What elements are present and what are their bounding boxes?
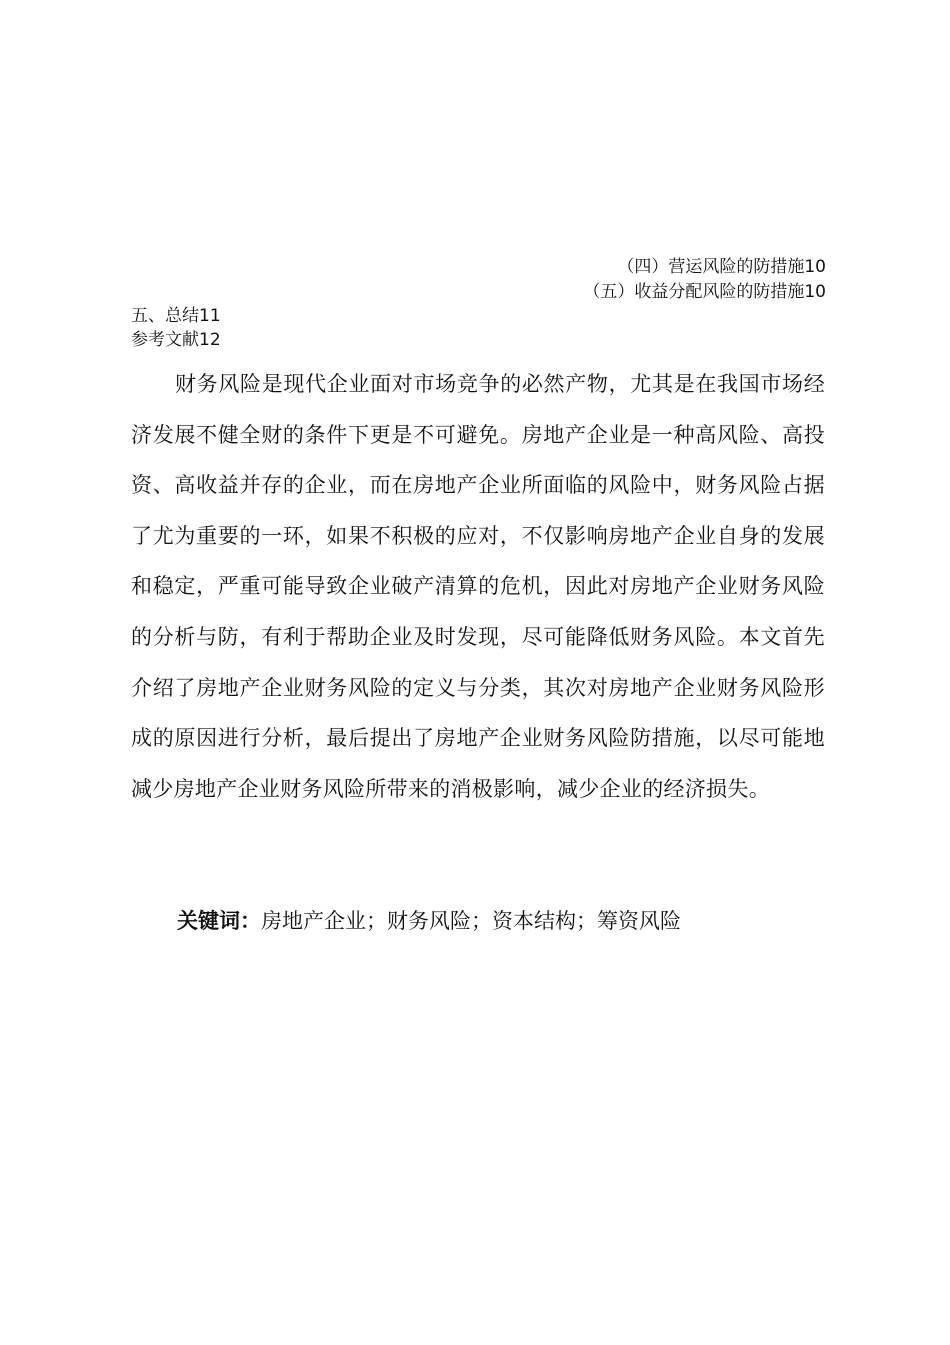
toc-item-summary: 五、总结11 (131, 306, 221, 326)
toc-item-references: 参考文献12 (131, 330, 221, 350)
abstract-paragraph: 财务风险是现代企业面对市场竞争的必然产物，尤其是在我国市场经济发展不健全财的条件下更是不可避免。房地产企业是一种高风险、高投资、高收益并存的企业，而在房地产企业所面临的风险中，财务风险占据了尤为重要的一环，如果不积极的应对，不仅影响房地产企业自身的发展和稳定，严重可能导致企业破产清算的危机，因此对房地产企业财务风险的分析与防，有利于帮助企业及时发现，尽可能降低财务风险。本文首先介绍了房地产企业财务风险的定义与分类，其次对房地产企业财务风险形成的原因进行分析，最后提出了房地产企业财务风险防措施，以尽可能地减少房地产企业财务风险所带来的消极影响，减少企业的经济损失。 (131, 372, 825, 801)
keywords-value: 房地产企业；财务风险；资本结构；筹资风险 (261, 909, 681, 933)
keywords-line (177, 896, 681, 946)
toc-item-income-distribution-risk: （五）收益分配风险的防措施10 (583, 282, 826, 302)
keywords-label: 关键词： (177, 909, 261, 933)
toc-item-operating-risk: （四）营运风险的防措施10 (617, 257, 826, 277)
